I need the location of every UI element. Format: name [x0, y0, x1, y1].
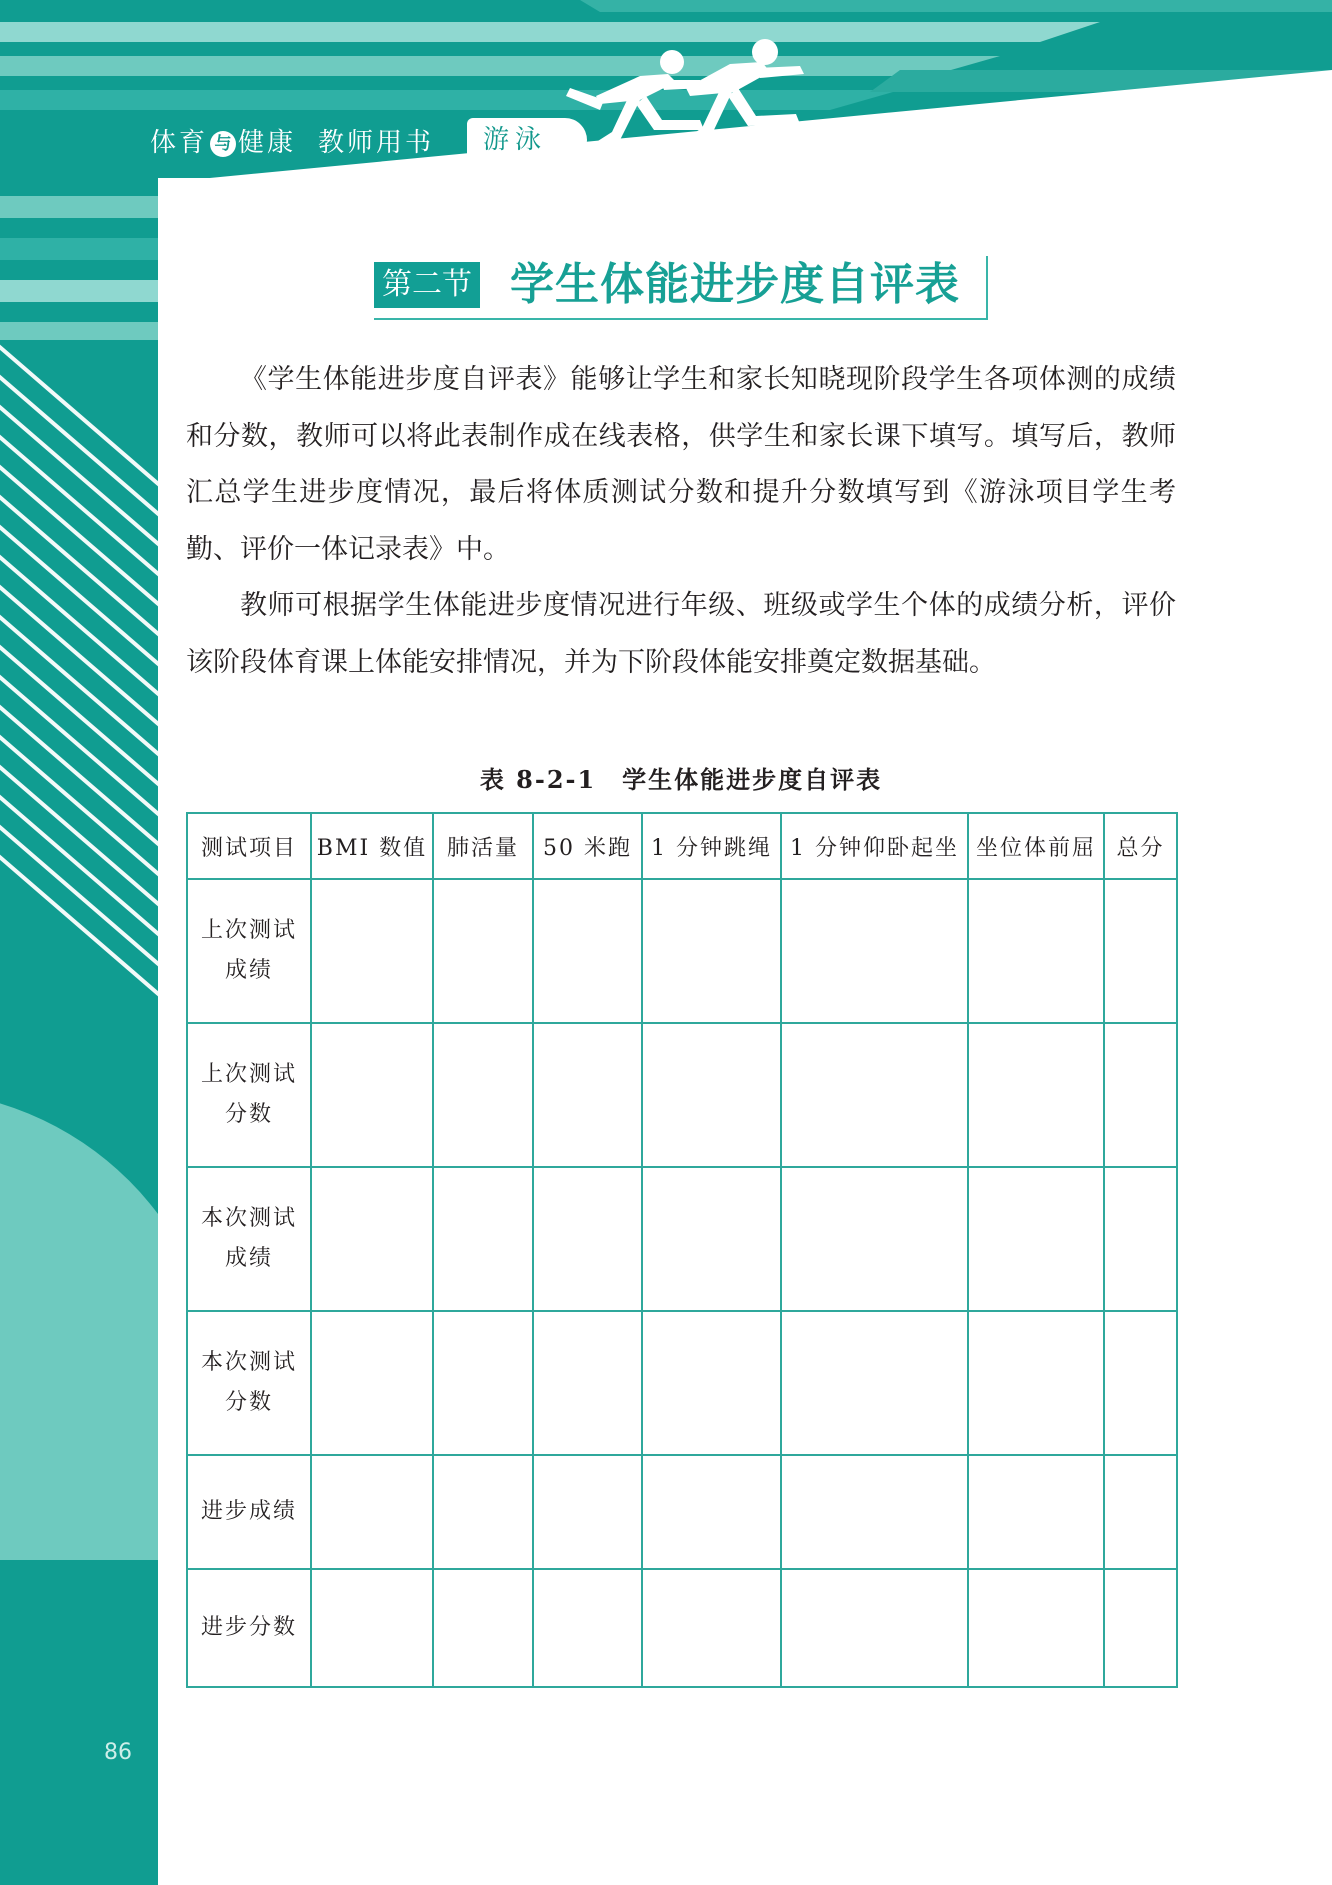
- row-label: 上次测试分数: [187, 1023, 311, 1167]
- header-cell: 坐位体前屈: [968, 813, 1104, 879]
- blank-cell[interactable]: [533, 1455, 642, 1569]
- blank-cell[interactable]: [642, 1023, 781, 1167]
- blank-cell[interactable]: [781, 1455, 968, 1569]
- book-suffix: 教师用书: [318, 128, 435, 158]
- table-caption: 表 8-2-1 学生体能进步度自评表: [479, 765, 883, 794]
- header-cell: 1 分钟跳绳: [642, 813, 781, 879]
- blank-cell[interactable]: [433, 879, 533, 1023]
- blank-cell[interactable]: [642, 1569, 781, 1687]
- blank-cell[interactable]: [1104, 1455, 1177, 1569]
- section-title: [374, 256, 988, 320]
- blank-cell[interactable]: [642, 1455, 781, 1569]
- blank-cell[interactable]: [968, 1569, 1104, 1687]
- blank-cell[interactable]: [968, 1023, 1104, 1167]
- blank-cell[interactable]: [311, 1569, 433, 1687]
- table-row: [187, 1023, 1177, 1167]
- header-cell: 肺活量: [433, 813, 533, 879]
- blank-cell[interactable]: [1104, 1569, 1177, 1687]
- blank-cell[interactable]: [311, 879, 433, 1023]
- blank-cell[interactable]: [311, 1311, 433, 1455]
- table-row: [187, 1167, 1177, 1311]
- table-row: [187, 1311, 1177, 1455]
- body-paragraph: 教师可根据学生体能进步度情况进行年级、班级或学生个体的成绩分析，评价该阶段体育课上体能安排情况，并为下阶段体能安排奠定数据基础。: [186, 590, 1176, 678]
- self-evaluation-table: [186, 812, 1178, 1688]
- book-part1: 体育: [150, 128, 209, 158]
- blank-cell[interactable]: [311, 1167, 433, 1311]
- table-row: [187, 1455, 1177, 1569]
- table-row: [187, 1569, 1177, 1687]
- blank-cell[interactable]: [781, 1311, 968, 1455]
- blank-cell[interactable]: [433, 1455, 533, 1569]
- table-header-row: [187, 813, 1177, 879]
- blank-cell[interactable]: [781, 1569, 968, 1687]
- blank-cell[interactable]: [781, 1023, 968, 1167]
- blank-cell[interactable]: [433, 1023, 533, 1167]
- book-connector-badge: 与: [210, 131, 236, 157]
- blank-cell[interactable]: [1104, 879, 1177, 1023]
- header-cell: 50 米跑: [533, 813, 642, 879]
- blank-cell[interactable]: [968, 1311, 1104, 1455]
- row-label: 上次测试成绩: [187, 879, 311, 1023]
- header-cell: 1 分钟仰卧起坐: [781, 813, 968, 879]
- blank-cell[interactable]: [781, 1167, 968, 1311]
- table-row: [187, 879, 1177, 1023]
- blank-cell[interactable]: [642, 1311, 781, 1455]
- section-heading: 学生体能进步度自评表: [510, 259, 960, 310]
- blank-cell[interactable]: [968, 879, 1104, 1023]
- blank-cell[interactable]: [311, 1455, 433, 1569]
- blank-cell[interactable]: [968, 1455, 1104, 1569]
- body-paragraph: 《学生体能进步度自评表》能够让学生和家长知晓现阶段学生各项体测的成绩和分数，教师可以将此表制作成在线表格，供学生和家长课下填写。填写后，教师汇总学生进步度情况，最后将体质测试分数和提升分数填写到《游泳项目学生考勤、评价一体记录表》中。: [186, 364, 1176, 565]
- row-label: 本次测试分数: [187, 1311, 311, 1455]
- blank-cell[interactable]: [1104, 1311, 1177, 1455]
- row-label: 进步成绩: [187, 1455, 311, 1569]
- book-part2: 健康: [238, 128, 297, 158]
- section-badge: 第二节: [374, 262, 480, 308]
- blank-cell[interactable]: [781, 879, 968, 1023]
- header-cell: 测试项目: [187, 813, 311, 879]
- blank-cell[interactable]: [311, 1023, 433, 1167]
- blank-cell[interactable]: [433, 1311, 533, 1455]
- body-text: [186, 352, 1176, 691]
- blank-cell[interactable]: [533, 1311, 642, 1455]
- blank-cell[interactable]: [433, 1167, 533, 1311]
- book-title: [150, 122, 434, 159]
- blank-cell[interactable]: [533, 1167, 642, 1311]
- blank-cell[interactable]: [1104, 1023, 1177, 1167]
- blank-cell[interactable]: [968, 1167, 1104, 1311]
- header-cell: 总分: [1104, 813, 1177, 879]
- chapter-tab: 游泳: [467, 118, 587, 162]
- header-cell: BMI 数值: [311, 813, 433, 879]
- row-label: 本次测试成绩: [187, 1167, 311, 1311]
- page-number: 86: [104, 1740, 132, 1765]
- row-label: 进步分数: [187, 1569, 311, 1687]
- blank-cell[interactable]: [642, 879, 781, 1023]
- blank-cell[interactable]: [642, 1167, 781, 1311]
- blank-cell[interactable]: [433, 1569, 533, 1687]
- blank-cell[interactable]: [533, 1023, 642, 1167]
- blank-cell[interactable]: [533, 879, 642, 1023]
- blank-cell[interactable]: [533, 1569, 642, 1687]
- blank-cell[interactable]: [1104, 1167, 1177, 1311]
